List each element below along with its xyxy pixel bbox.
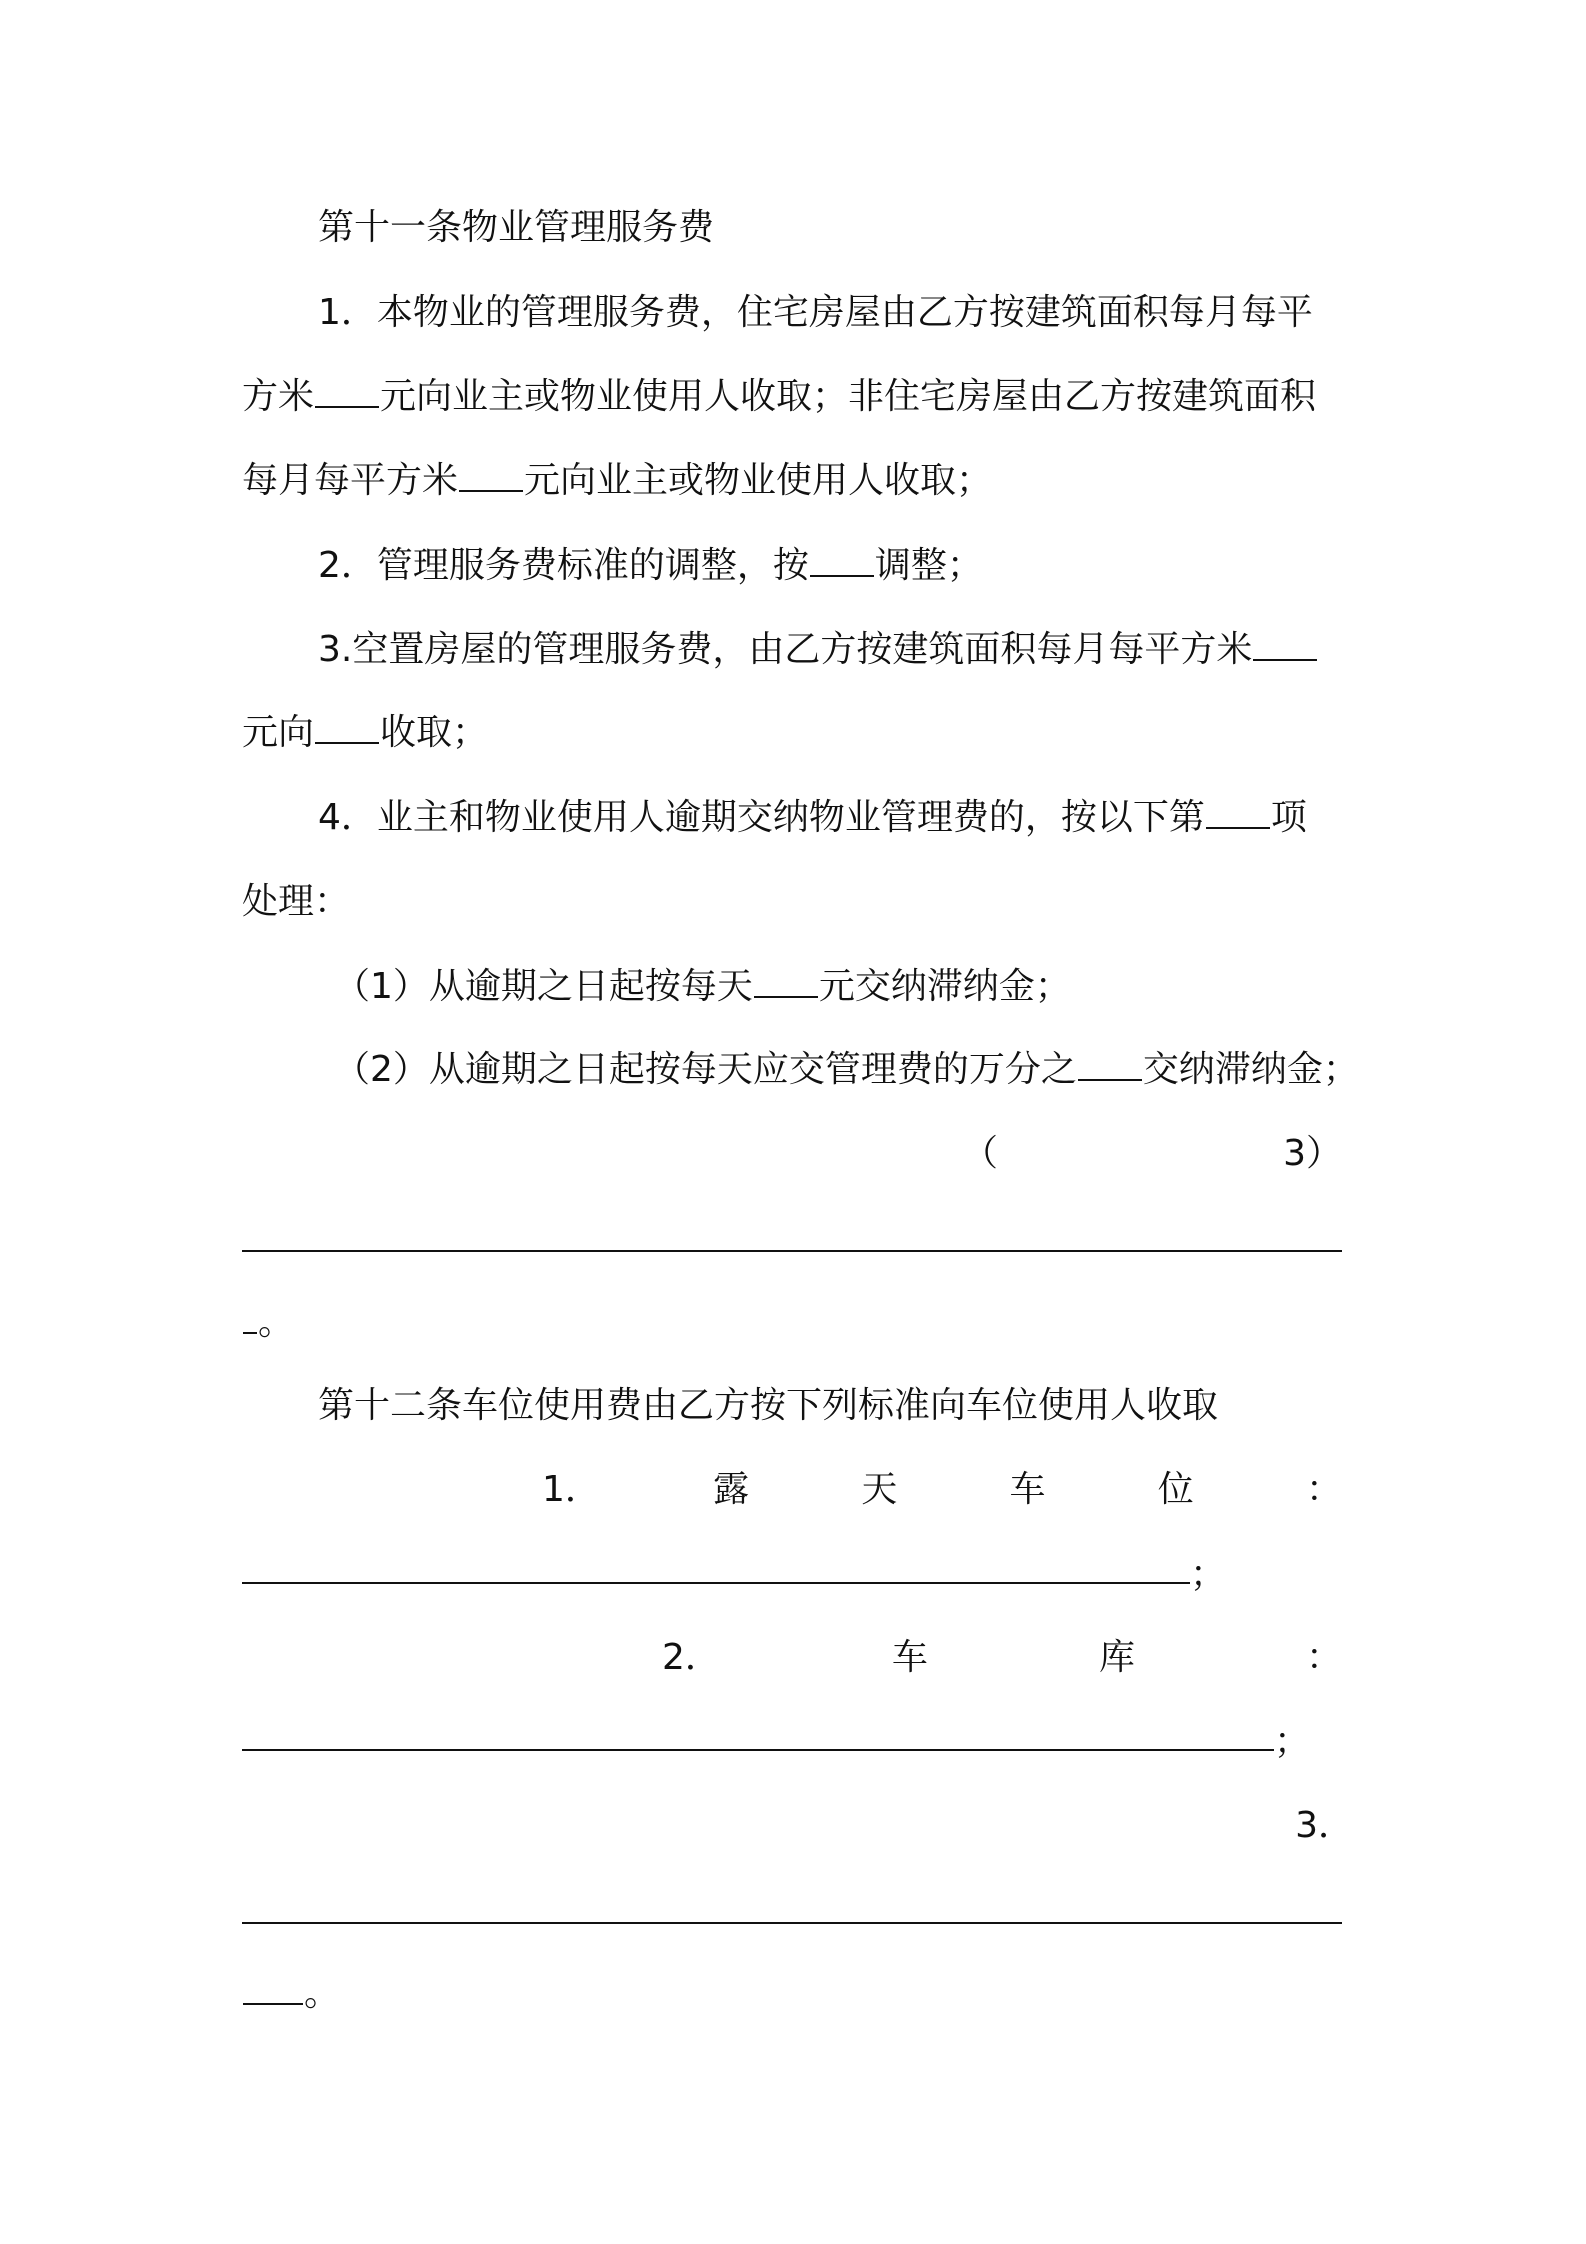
article-11-title xyxy=(242,198,1354,258)
clause-2-text-pre: 2．管理服务费标准的调整，按 xyxy=(318,545,809,586)
clause-3-text-b-pre: 元向 xyxy=(242,712,315,753)
fill-blank[interactable] xyxy=(459,489,523,492)
item-2-number: 2． xyxy=(662,1637,721,1678)
clause-3-line-2 xyxy=(242,703,1354,763)
parking-item-2-blank xyxy=(242,1712,1354,1772)
option-1-line xyxy=(242,957,1354,1017)
fill-blank-long[interactable] xyxy=(242,1582,1190,1584)
clause-3-text-b-post: 收取； xyxy=(380,712,489,753)
clause-1-text-b-pre: 方米 xyxy=(242,376,315,417)
item-1-colon: ： xyxy=(1305,1469,1342,1510)
item-1-number: 1． xyxy=(542,1469,601,1510)
fill-blank[interactable] xyxy=(315,741,379,744)
option-3-blank-line xyxy=(242,1208,1354,1268)
item-2-char: 库 xyxy=(1098,1637,1135,1678)
clause-1-text-a: 1．本物业的管理服务费，住宅房屋由乙方按建筑面积每月每平 xyxy=(318,292,1313,333)
option-1-text-pre: （1）从逾期之日起按每天 xyxy=(334,966,753,1007)
option-2-text-post: 交纳滞纳金； xyxy=(1142,1049,1359,1090)
option-2-text-pre: （2）从逾期之日起按每天应交管理费的万分之 xyxy=(334,1049,1077,1090)
item-1-char: 露 xyxy=(713,1469,750,1510)
clause-1-text-b-post: 元向业主或物业使用人收取；非住宅房屋由乙方按建筑面积 xyxy=(380,376,1317,417)
clause-1-line-1 xyxy=(242,283,1354,343)
fill-blank[interactable] xyxy=(1253,658,1317,661)
item-1-char: 天 xyxy=(861,1469,898,1510)
parking-item-2-label xyxy=(662,1628,1342,1688)
clause-1-line-3 xyxy=(242,451,1354,511)
clause-4-text-pre: 4．业主和物业使用人逾期交纳物业管理费的，按以下第 xyxy=(318,797,1205,838)
item-1-char: 位 xyxy=(1157,1469,1194,1510)
clause-3-line-1 xyxy=(242,620,1354,680)
clause-4-text-post: 项 xyxy=(1270,797,1307,838)
option-3-end-line xyxy=(242,1293,1354,1353)
clause-2-text-post: 调整； xyxy=(874,545,983,586)
clause-3-text-a: 3.空置房屋的管理服务费，由乙方按建筑面积每月每平方米 xyxy=(318,629,1253,670)
item-2-end: ； xyxy=(1274,1721,1311,1762)
article-12-title-text: 第十二条车位使用费由乙方按下列标准向车位使用人收取 xyxy=(318,1385,1219,1426)
item-3-number: 3． xyxy=(1295,1805,1354,1846)
clause-4-line-2 xyxy=(242,872,1354,932)
item-3-end: 。 xyxy=(304,1973,341,2014)
fill-blank-tail[interactable] xyxy=(243,2002,303,2005)
parking-item-3-label xyxy=(242,1796,1354,1856)
clause-1-line-2 xyxy=(242,367,1354,427)
parking-item-3-blank xyxy=(242,1880,1354,1940)
clause-1-text-c-pre: 每月每平方米 xyxy=(242,460,459,501)
item-2-char: 车 xyxy=(891,1637,928,1678)
parking-item-1-label xyxy=(542,1460,1342,1520)
option-1-text-post: 元交纳滞纳金； xyxy=(818,966,1071,1007)
item-1-char: 车 xyxy=(1009,1469,1046,1510)
article-11-title-text: 第十一条物业管理服务费 xyxy=(318,207,715,248)
fill-blank[interactable] xyxy=(1078,1078,1142,1081)
fill-blank[interactable] xyxy=(315,405,379,408)
parking-item-1-blank xyxy=(242,1545,1354,1605)
fill-blank-long[interactable] xyxy=(242,1250,1342,1252)
option-3-open-paren: （ xyxy=(962,1133,999,1174)
option-3-end: 。 xyxy=(258,1302,295,1343)
fill-blank[interactable] xyxy=(810,574,874,577)
clause-4-text-b: 处理： xyxy=(242,881,351,922)
fill-blank-long[interactable] xyxy=(242,1749,1274,1751)
option-2-line xyxy=(242,1040,1359,1100)
item-1-end: ； xyxy=(1190,1554,1227,1595)
clause-2-line xyxy=(242,536,1354,596)
fill-blank[interactable] xyxy=(754,995,818,998)
fill-blank[interactable] xyxy=(1206,826,1270,829)
article-12-title xyxy=(242,1376,1354,1436)
fill-blank-long[interactable] xyxy=(242,1922,1342,1924)
option-3-label-line xyxy=(962,1124,1342,1184)
item-2-colon: ： xyxy=(1305,1637,1342,1678)
parking-item-3-end-line xyxy=(242,1964,1354,2024)
clause-4-line-1 xyxy=(242,788,1354,848)
option-3-number: 3） xyxy=(1283,1133,1342,1174)
fill-blank-tail[interactable] xyxy=(243,1331,257,1334)
clause-1-text-c-post: 元向业主或物业使用人收取； xyxy=(524,460,993,501)
